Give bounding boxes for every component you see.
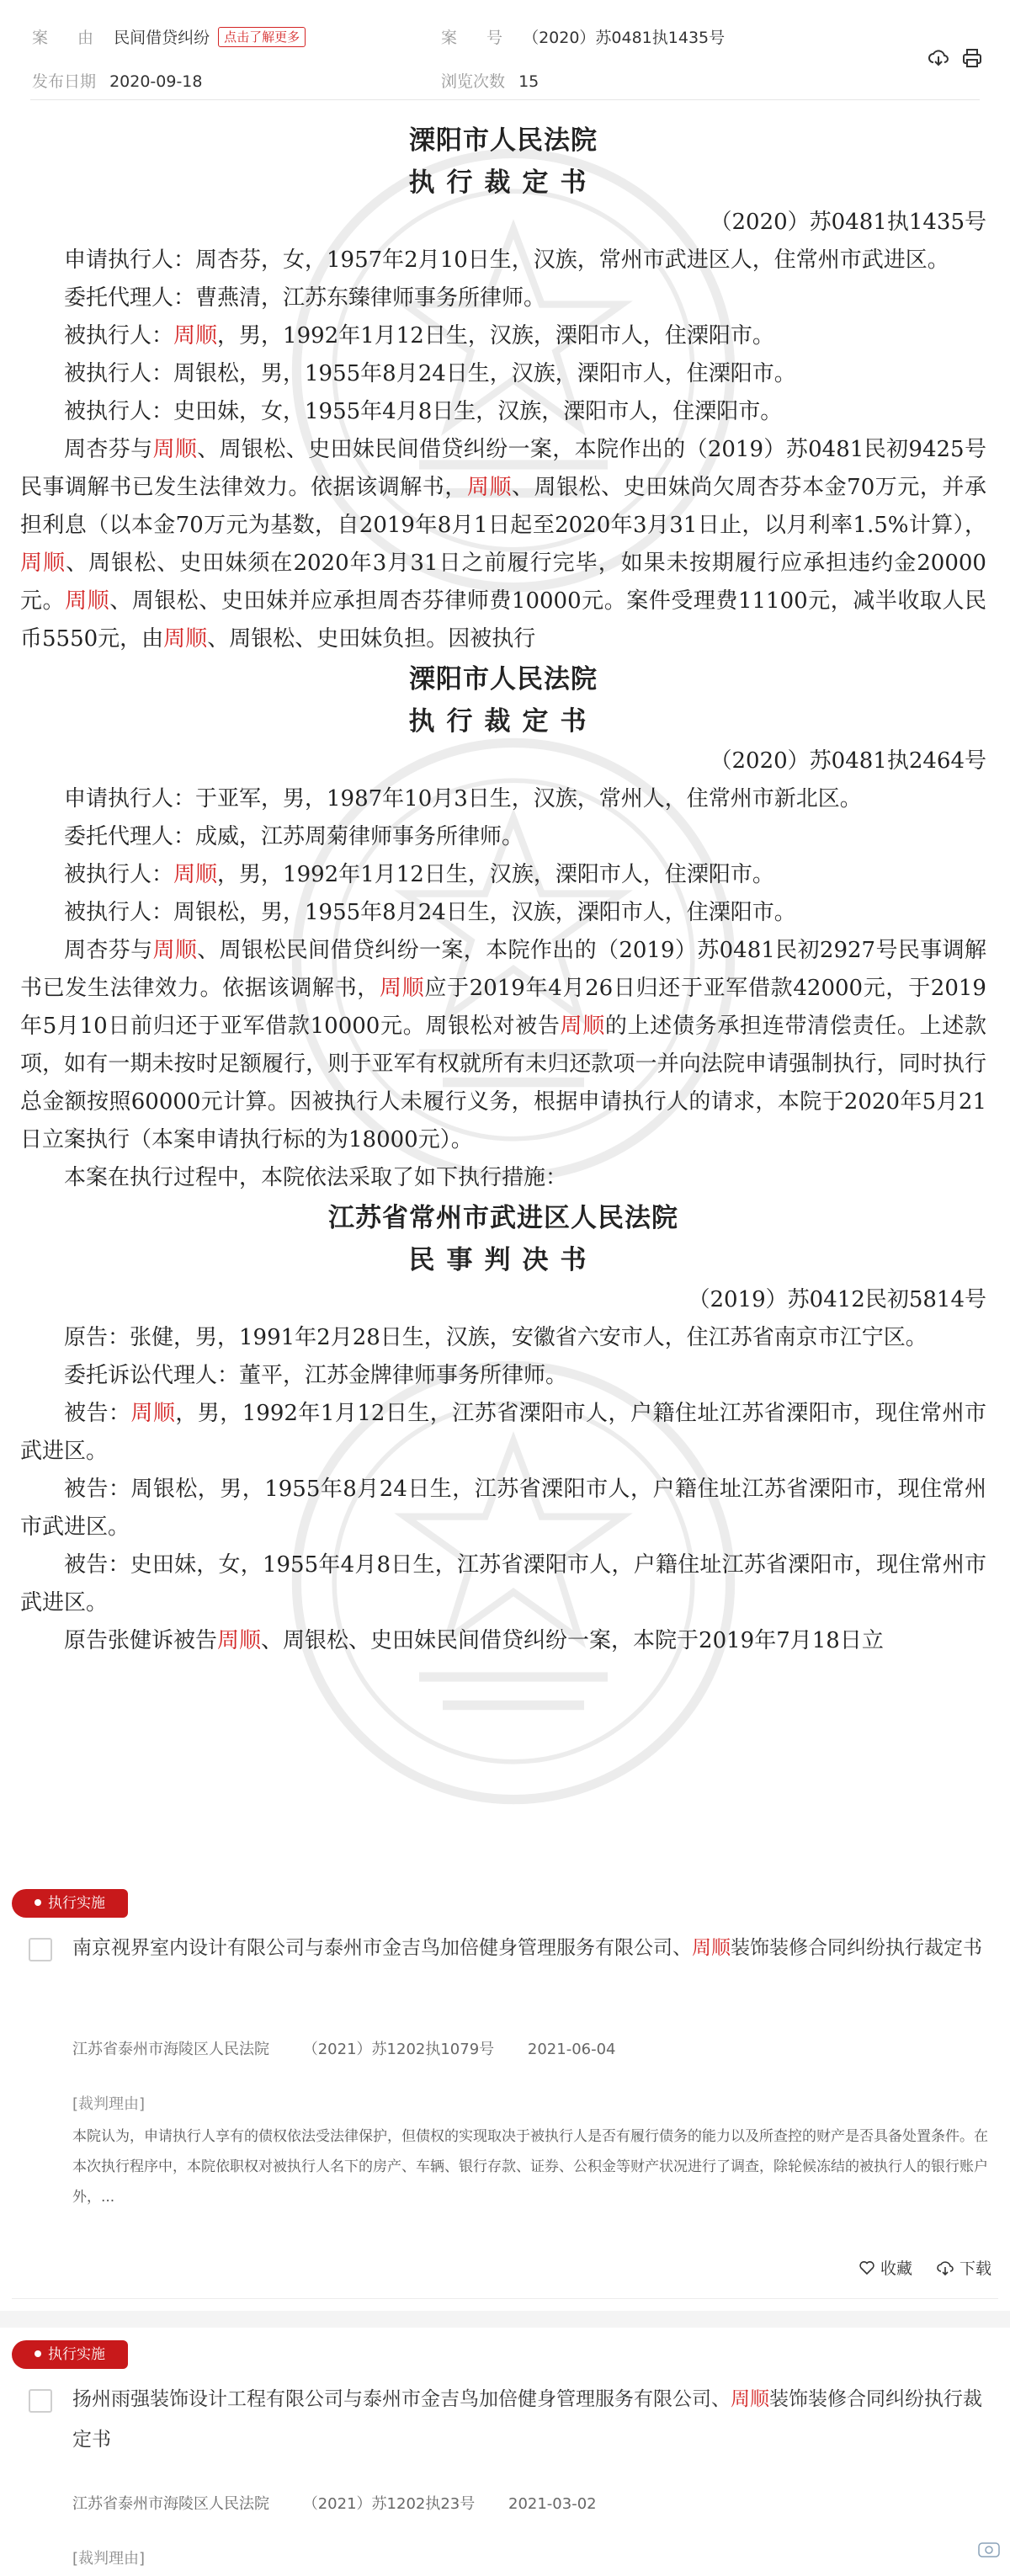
- view-count-label: 浏览次数: [441, 72, 506, 91]
- learn-more-tag[interactable]: 点击了解更多: [218, 27, 306, 47]
- document-paragraph: 被告：史田妹，女，1955年4月8日生，江苏省溧阳市人，户籍住址江苏省溧阳市，现住常州市武进区。: [20, 1552, 986, 1615]
- document-paragraph: 被执行人：周银松，男，1955年8月24日生，汉族，溧阳市人，住溧阳市。: [64, 361, 796, 386]
- document-paragraph: 被执行人：周银松，男，1955年8月24日生，汉族，溧阳市人，住溧阳市。: [64, 900, 796, 925]
- download-label: 下载: [959, 2259, 991, 2278]
- document-paragraph: 周杏芬与周顺、周银松民间借贷纠纷一案，本院作出的（2019）苏0481民初2927号民事调解书已发生法律效力。依据该调解书，周顺应于2019年4月26日归还于亚军借款42000元，于2019年5月10日前归还于亚军借款10000元。周银松对被告周顺的上述债务承担连带清偿责任。上述款项，如有一期未按时足额履行，则于亚军有权就所有未归还款项一并向法院申请强制执行，同时执行总金额按照60000元计算。因被执行人未履行义务，根据申请执行人的请求，本院于2020年5月21日立案执行（本案申请执行标的为18000元）。: [20, 938, 986, 1152]
- publish-date-label: 发布日期: [32, 72, 97, 91]
- court-name: 江苏省常州市武进区人民法院: [328, 1203, 678, 1233]
- document-paragraph: 原告：张健，男，1991年2月28日生，汉族，安徽省六安市人，住江苏省南京市江宁区。: [64, 1325, 928, 1350]
- case-number-row: [441, 25, 725, 48]
- highlighted-name: 周顺: [65, 588, 110, 614]
- reason-excerpt: 本院认为，申请执行人享有的债权依法受法律保护，但债权的实现取决于被执行人是否有履行债务的能力以及所查控的财产是否具备处置条件。在本次执行程序中，本院依职权对被执行人名下的房产、车辆、银行存款、证券、公积金等财产状况进行了调查，除轮候冻结的被执行人的银行账户外，...: [72, 2128, 988, 2206]
- highlighted-name: 周顺: [379, 976, 425, 1001]
- result-date: 2021-06-04: [527, 2041, 616, 2058]
- tag-dot-icon: [35, 2350, 41, 2357]
- document-body: [0, 101, 1010, 1877]
- highlighted-name: 周顺: [560, 1014, 605, 1039]
- header-divider: [30, 99, 980, 100]
- case-number-label: 案 号: [441, 29, 510, 47]
- court-name: 溧阳市人民法院: [409, 664, 598, 695]
- publish-date-value: 2020-09-18: [109, 72, 203, 91]
- court-name: 溧阳市人民法院: [409, 125, 598, 156]
- publish-date-row: [32, 69, 202, 92]
- result-court: 江苏省泰州市海陵区人民法院: [72, 2041, 269, 2058]
- document-paragraph: 申请执行人：于亚军，男，1987年10月3日生，汉族，常州人，住常州市新北区。: [64, 786, 862, 812]
- document-paragraph: 被告：周顺，男，1992年1月12日生，江苏省溧阳市人，户籍住址江苏省溧阳市，现住常州市武进区。: [20, 1401, 986, 1464]
- document-type: 民事判决书: [408, 1245, 598, 1275]
- highlighted-name: 周顺: [173, 862, 218, 887]
- document-sections: [20, 120, 986, 1660]
- category-tag-label: 执行实施: [48, 1895, 105, 1912]
- document-paragraph: 委托诉讼代理人：董平，江苏金牌律师事务所律师。: [64, 1363, 568, 1388]
- result-date: 2021-03-02: [508, 2495, 597, 2513]
- document-case-number: （2020）苏0481执2464号: [710, 748, 986, 774]
- document-paragraph: 被执行人：史田妹，女，1955年4月8日生，汉族，溧阳市人，住溧阳市。: [64, 399, 783, 424]
- result-actions: [858, 2256, 991, 2279]
- heart-icon: [858, 2259, 875, 2276]
- document-paragraph: 被执行人：周顺，男，1992年1月12日生，汉族，溧阳市人，住溧阳市。: [64, 862, 774, 887]
- document-case-number: （2019）苏0412民初5814号: [688, 1287, 986, 1312]
- view-count-row: [441, 69, 539, 92]
- category-tag: [12, 1889, 128, 1918]
- document-paragraph: 申请执行人：周杏芬，女，1957年2月10日生，汉族，常州市武进区人，住常州市武进区。: [64, 247, 949, 273]
- document-paragraph: 被告：周银松，男，1955年8月24日生，江苏省溧阳市人，户籍住址江苏省溧阳市，现住常州市武进区。: [20, 1477, 986, 1540]
- highlighted-name: 周顺: [217, 1628, 262, 1653]
- highlighted-name: 周顺: [20, 551, 66, 576]
- collect-button[interactable]: [858, 2256, 912, 2279]
- download-icon[interactable]: [928, 47, 949, 69]
- document-type: 执行裁定书: [408, 706, 598, 737]
- card-divider: [12, 2298, 998, 2299]
- result-meta: [72, 2492, 625, 2514]
- case-cause-label: 案 由: [32, 29, 101, 47]
- collect-label: 收藏: [880, 2259, 912, 2278]
- result-title[interactable]: 扬州雨强装饰设计工程有限公司与泰州市金吉鸟加倍健身管理服务有限公司、周顺装饰装修合同纠纷执行裁定书: [72, 2388, 982, 2451]
- highlighted-name: 周顺: [152, 938, 198, 963]
- document-case-number: （2020）苏0481执1435号: [710, 210, 986, 235]
- highlighted-name: 周顺: [173, 323, 218, 349]
- tag-dot-icon: [35, 1899, 41, 1906]
- highlighted-name: 周顺: [130, 1401, 176, 1426]
- select-checkbox[interactable]: [29, 1938, 52, 1961]
- document-paragraph: 本案在执行过程中，本院依法采取了如下执行措施：: [64, 1165, 568, 1190]
- result-meta: [72, 2037, 645, 2059]
- result-title[interactable]: 南京视界室内设计有限公司与泰州市金吉鸟加倍健身管理服务有限公司、周顺装饰装修合同纠纷执行裁定书: [72, 1937, 982, 1959]
- select-checkbox[interactable]: [29, 2389, 52, 2413]
- document-paragraph: 委托代理人：曹燕清，江苏东臻律师事务所律师。: [64, 285, 546, 311]
- result-court: 江苏省泰州市海陵区人民法院: [72, 2495, 269, 2513]
- card-separator: [0, 2311, 1010, 2328]
- category-tag-label: 执行实施: [48, 2346, 105, 2363]
- case-cause-row: [32, 25, 306, 48]
- result-card[interactable]: [0, 2332, 1010, 2576]
- category-tag: [12, 2340, 128, 2369]
- view-count-value: 15: [518, 72, 540, 91]
- site-watermark-logo: [978, 2542, 1000, 2557]
- case-number-value: （2020）苏0481执1435号: [523, 29, 726, 47]
- result-case-number: （2021）苏1202执1079号: [302, 2041, 495, 2058]
- reason-label: [裁判理由]: [72, 2095, 146, 2113]
- download-button[interactable]: [936, 2256, 991, 2279]
- reason-label: [裁判理由]: [72, 2550, 146, 2568]
- cloud-download-icon: [936, 2259, 954, 2276]
- highlighted-name: 周顺: [731, 2388, 769, 2410]
- highlighted-name: 周顺: [163, 626, 208, 652]
- print-icon[interactable]: [961, 47, 983, 69]
- document-type: 执行裁定书: [408, 168, 598, 198]
- highlighted-name: 周顺: [466, 475, 512, 500]
- document-paragraph: 周杏芬与周顺、周银松、史田妹民间借贷纠纷一案，本院作出的（2019）苏0481民初9425号民事调解书已发生法律效力。依据该调解书，周顺、周银松、史田妹尚欠周杏芬本金70万元，并承担利息（以本金70万元为基数，自2019年8月1日起至2020年3月31日止，以月利率1.5%计算），周顺、周银松、史田妹须在2020年3月31日之前履行完毕，如果未按期履行应承担违约金20000元。周顺、周银松、史田妹并应承担周杏芬律师费10000元。案件受理费11100元，减半收取人民币5550元，由周顺、周银松、史田妹负担。因被执行: [20, 437, 986, 652]
- document-paragraph: 原告张健诉被告周顺、周银松、史田妹民间借贷纠纷一案，本院于2019年7月18日立: [64, 1628, 884, 1653]
- case-cause-value: 民间借贷纠纷: [114, 29, 210, 47]
- header-actions: [928, 47, 983, 69]
- highlighted-name: 周顺: [692, 1937, 731, 1959]
- document-paragraph: 被执行人：周顺，男，1992年1月12日生，汉族，溧阳市人，住溧阳市。: [64, 323, 774, 349]
- case-header: [0, 0, 1010, 101]
- logo-icon: [978, 2542, 1000, 2557]
- result-card[interactable]: [0, 1886, 1010, 2307]
- document-paragraph: 委托代理人：成威，江苏周菊律师事务所律师。: [64, 824, 524, 849]
- result-case-number: （2021）苏1202执23号: [302, 2495, 476, 2513]
- highlighted-name: 周顺: [152, 437, 198, 462]
